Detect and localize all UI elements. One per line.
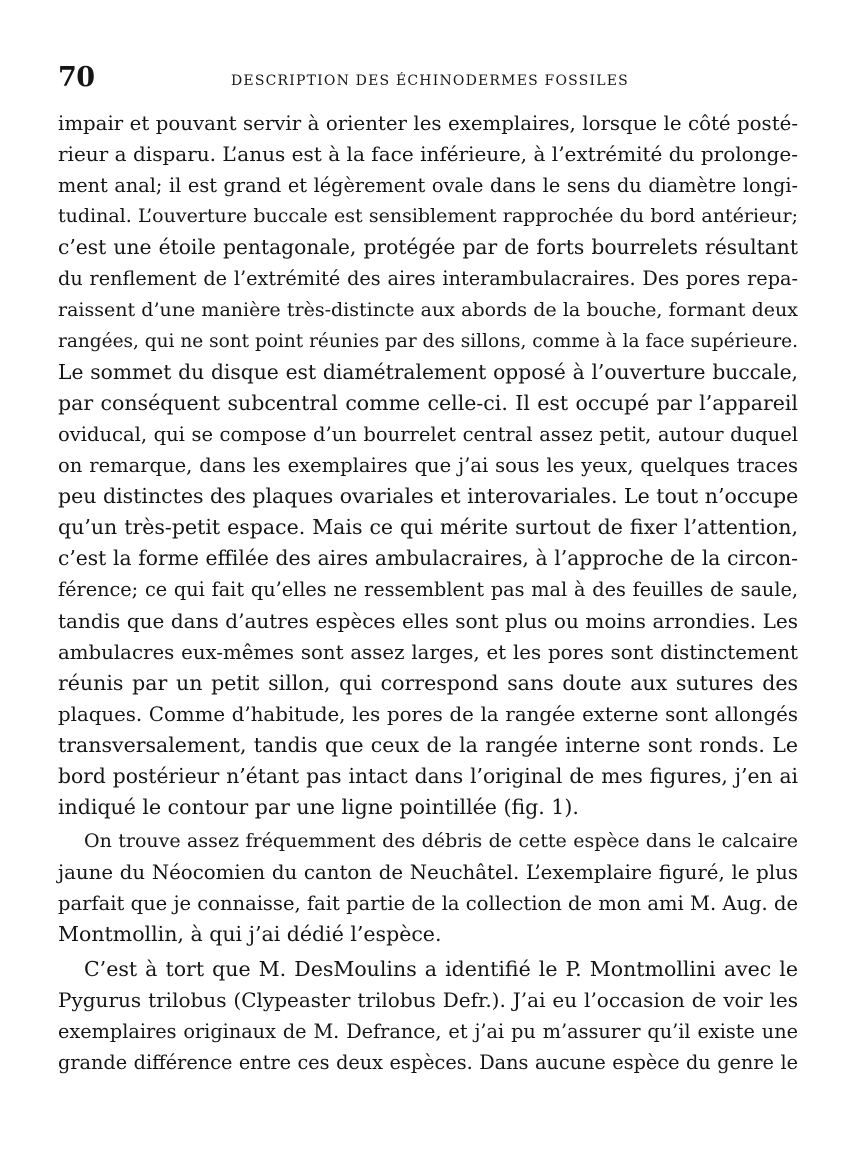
text-line: plaques. Comme d’habitude, les pores de la rangée externe sont allongés — [58, 702, 798, 726]
text-line: réunis par un petit sillon, qui correspond sans doute aux sutures des — [58, 670, 798, 695]
text-line: exemplaires originaux de M. Defrance, et j’ai pu m’assurer qu’il existe une — [58, 1019, 798, 1043]
text-line: On trouve assez fréquemment des débris de cette espèce dans le calcaire — [84, 830, 798, 853]
paragraph-2 — [58, 826, 798, 950]
page-number: 70 — [58, 62, 95, 93]
text-line: tudinal. L’ouverture buccale est sensiblement rapprochée du bord antérieur; — [58, 205, 798, 228]
text-line: impair et pouvant servir à orienter les exemplaires, lorsque le côté posté- — [58, 112, 798, 135]
text-line: ment anal; il est grand et légèrement ovale dans le sens du diamètre longi- — [58, 174, 798, 198]
text-line: tandis que dans d’autres espèces elles sont plus ou moins arrondies. Les — [58, 608, 798, 633]
text-line: parfait que je connaisse, fait partie de la collection de mon ami M. Aug. de — [58, 892, 798, 916]
text-line: c’est la forme effilée des aires ambulacraires, à l’approche de la circon- — [58, 546, 798, 571]
text-line: rieur a disparu. L’anus est à la face inférieure, à l’extrémité du prolonge- — [58, 142, 798, 167]
text-line: Le sommet du disque est diamétralement opposé à l’ouverture buccale, — [58, 359, 798, 384]
text-line: du renflement de l’extrémité des aires interambulacraires. Des pores repa- — [58, 267, 798, 291]
text-line: c’est une étoile pentagonale, protégée par de forts bourrelets résultant — [58, 235, 798, 260]
text-line: raissent d’une manière très-distincte aux abords de la bouche, formant deux — [58, 298, 798, 321]
text-line: peu distinctes des plaques ovariales et interovariales. Le tout n’occupe — [58, 484, 799, 509]
body-text — [58, 108, 798, 1078]
text-line: par conséquent subcentral comme celle-ci. Il est occupé par l’appareil — [58, 390, 798, 415]
text-line: férence; ce qui fait qu’elles ne ressemblent pas mal à des feuilles de saule, — [58, 578, 798, 602]
paragraph-3 — [58, 954, 798, 1078]
text-line: rangées, qui ne sont point réunies par des sillons, comme à la face supérieure. — [58, 330, 798, 352]
text-line: C’est à tort que M. DesMoulins a identifié le P. Montmollini avec le — [84, 956, 798, 981]
text-line: oviducal, qui se compose d’un bourrelet central assez petit, autour duquel — [58, 422, 798, 446]
text-line: transversalement, tandis que ceux de la rangée interne sont ronds. Le — [58, 732, 798, 757]
running-header — [58, 62, 798, 102]
text-line: qu’un très-petit espace. Mais ce qui mérite surtout de fixer l’attention, — [58, 515, 798, 540]
text-line: Montmollin, à qui j’ai dédié l’espèce. — [58, 922, 442, 947]
text-line: Pygurus trilobus (Clypeaster trilobus Defr.). J’ai eu l’occasion de voir les — [58, 987, 798, 1012]
text-line: indiqué le contour par une ligne pointillée (fig. 1). — [58, 795, 579, 820]
paragraph-1 — [58, 108, 798, 823]
text-line: ambulacres eux-mêmes sont assez larges, et les pores sont distinctement — [58, 640, 798, 664]
running-title: DESCRIPTION DES ÉCHINODERMES FOSSILES — [231, 73, 629, 89]
text-line: jaune du Néocomien du canton de Neuchâtel. L’exemplaire figuré, le plus — [58, 861, 798, 885]
text-line: grande différence entre ces deux espèces. Dans aucune espèce du genre le — [58, 1050, 798, 1074]
text-line: on remarque, dans les exemplaires que j’ai sous les yeux, quelques traces — [58, 454, 798, 478]
text-line: bord postérieur n’étant pas intact dans l’original de mes figures, j’en ai — [58, 763, 798, 788]
